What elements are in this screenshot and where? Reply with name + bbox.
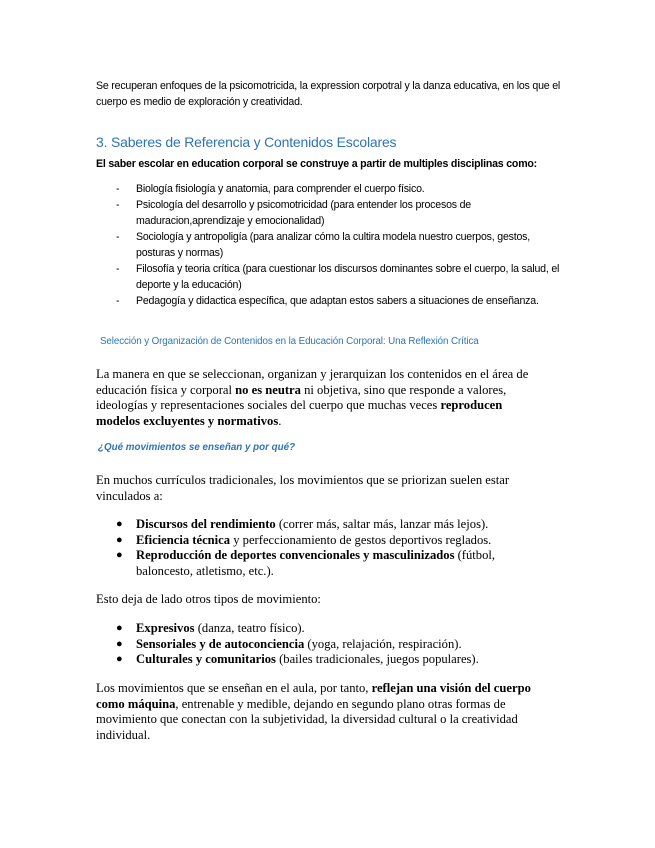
bullet-icon: ● xyxy=(116,533,123,546)
text-run: Los movimientos que se enseñan en el aula, por tanto, xyxy=(96,681,372,695)
list-item-text: Pedagogía y didactica específica, que adaptan estos sabers a situaciones de enseñanza. xyxy=(136,295,539,307)
prioritized-movements-list xyxy=(116,517,536,579)
text-run: (fútbol, baloncesto, atletismo, etc.). xyxy=(136,548,496,578)
bold-run: Sensoriales y de autoconciencia xyxy=(136,636,305,651)
list-item xyxy=(116,229,566,261)
text-run: . xyxy=(278,413,282,428)
list-item-text: Psicología del desarrollo y psicomotricidad (para entender los procesos de maduracion,aprendizaje y emocionalidad) xyxy=(136,199,471,227)
disciplines-list xyxy=(116,181,566,309)
text-run: (yoga, relajación, respiración). xyxy=(304,636,462,651)
list-item-text: Filosofía y teoria crítica (para cuestionar los discursos dominantes sobre el cuerpo, la salud, el deporte y la educación) xyxy=(136,263,560,291)
paragraph-conclusion xyxy=(96,681,546,743)
dash-bullet-icon: - xyxy=(116,183,120,195)
subsection-heading: Selección y Organización de Contenidos en la Educación Corporal: Una Reflexión Crítica xyxy=(100,336,479,347)
excluded-movements-list xyxy=(116,621,536,668)
section-heading: 3. Saberes de Referencia y Contenidos Escolares xyxy=(96,134,397,150)
text-run: La manera en que se seleccionan, organizan y jerarquizan los contenidos en el área de educación física y corporal xyxy=(96,367,529,397)
dash-bullet-icon: - xyxy=(116,295,120,307)
paragraph-selection xyxy=(96,367,546,429)
list-item xyxy=(116,621,536,637)
text-run: (correr más, saltar más, lanzar más lejos). xyxy=(275,517,489,531)
list-item-text: Sociología y antropoligía (para analizar cómo la cultira modela nuestro cuerpos, gestos, posturas y normas) xyxy=(136,231,531,259)
text-run: (danza, teatro físico). xyxy=(194,621,305,635)
bold-run: Eficiencia técnica xyxy=(136,532,231,547)
list-item xyxy=(116,181,566,197)
bullet-icon: ● xyxy=(116,653,123,665)
list-item xyxy=(116,652,536,668)
bold-run: Expresivos xyxy=(136,621,195,635)
list-item xyxy=(116,517,536,533)
section-intro: El saber escolar en education corporal se construye a partir de multiples disciplinas como: xyxy=(96,158,538,170)
bold-run: no es neutra xyxy=(235,382,301,397)
list-item-text: Biología fisiología y anatomia, para comprender el cuerpo físico. xyxy=(136,183,425,195)
bold-run: reproducen modelos excluyentes y normativos xyxy=(96,398,503,428)
paragraph-other-movements: Esto deja de lado otros tipos de movimiento: xyxy=(96,592,321,606)
bullet-icon: ● xyxy=(116,637,123,650)
dash-bullet-icon: - xyxy=(116,199,120,211)
bold-run: Reproducción de deportes convencionales y masculinizados xyxy=(136,548,455,562)
text-run: (bailes tradicionales, juegos populares). xyxy=(275,652,479,666)
list-item xyxy=(116,261,566,293)
bullet-icon: ● xyxy=(116,622,123,634)
dash-bullet-icon: - xyxy=(116,231,120,243)
text-run: y perfeccionamiento de gestos deportivos reglados. xyxy=(230,532,492,547)
list-item xyxy=(116,548,536,579)
bullet-icon: ● xyxy=(116,518,123,530)
question-heading: ¿Qué movimientos se enseñan y por qué? xyxy=(98,442,296,453)
bold-run: Culturales y comunitarios xyxy=(136,652,276,666)
list-item xyxy=(116,533,536,549)
bold-run: Discursos del rendimiento xyxy=(136,517,276,531)
list-item xyxy=(116,293,566,309)
bullet-icon: ● xyxy=(116,549,123,561)
text-run: ni objetiva, sino que responde a valores, ideologías y representaciones sociales del cuerpo que muchas veces xyxy=(96,382,507,412)
text-run: , entrenable y medible, dejando en segundo plano otras formas de movimiento que conectan con la subjetividad, la diversidad cultural o la creatividad individual. xyxy=(96,696,518,742)
paragraph-curricula: En muchos currículos tradicionales, los movimientos que se priorizan suelen estar vinculados a: xyxy=(96,473,510,503)
bold-run: reflejan una visión del cuerpo como máquina xyxy=(96,681,531,711)
intro-paragraph: Se recuperan enfoques de la psicomotricida, la expression corpotral y la danza educativa, en los que el cuerpo es medio de exploración y creatividad. xyxy=(96,80,561,108)
dash-bullet-icon: - xyxy=(116,263,120,275)
list-item xyxy=(116,637,536,653)
list-item xyxy=(116,197,566,229)
